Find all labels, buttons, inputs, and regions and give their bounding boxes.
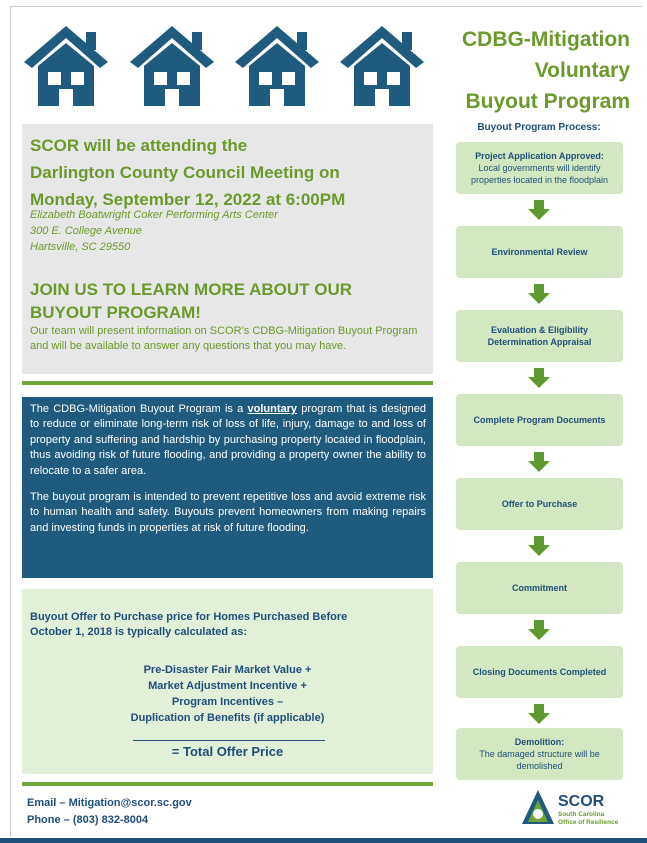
description-paragraph xyxy=(30,402,426,479)
down-arrow-icon xyxy=(528,536,550,556)
down-arrow-icon xyxy=(528,368,550,388)
down-arrow-icon xyxy=(528,704,550,724)
process-step xyxy=(456,646,623,698)
formula-line: Pre-Disaster Fair Market Value + xyxy=(143,664,312,676)
join-line: JOIN US TO LEARN MORE ABOUT OUR xyxy=(30,280,353,299)
process-step xyxy=(456,728,623,780)
footer-rule xyxy=(0,838,647,843)
meeting-description: Our team will present information on SCOR’s CDBG-Mitigation Buyout Program and will be available to answer any questions that you may have. xyxy=(30,325,418,352)
process-step xyxy=(456,562,623,614)
headline-line: Monday, September 12, 2022 at 6:00PM xyxy=(30,190,346,209)
logo-name: SCOR xyxy=(558,793,605,810)
step-title: Offer to Purchase xyxy=(501,499,578,509)
step-title: Complete Program Documents xyxy=(473,415,606,425)
text: The CDBG-Mitigation Buyout Program is a xyxy=(30,403,248,415)
join-heading xyxy=(30,278,425,324)
meeting-address xyxy=(30,207,278,255)
venue-street: 300 E. College Avenue xyxy=(30,225,142,237)
formula-rule xyxy=(133,740,325,741)
voluntary-emphasis: voluntary xyxy=(247,403,298,415)
house-icon xyxy=(336,22,428,108)
step-detail: Local governments will identify properties located in the floodplain xyxy=(470,163,609,185)
house-icon xyxy=(126,22,218,108)
step-title: Commitment xyxy=(511,583,567,593)
step-title: Closing Documents Completed xyxy=(472,667,607,677)
house-icon xyxy=(20,22,112,108)
headline-line: SCOR will be attending the xyxy=(30,136,248,155)
down-arrow-icon xyxy=(528,620,550,640)
program-title xyxy=(440,24,630,117)
description-paragraph: The buyout program is intended to prevent repetitive loss and avoid extreme risk to human health and safety. Buyouts prevent homeowners from making repairs and investing funds in properties at risk of future flooding. xyxy=(30,491,426,534)
process-step xyxy=(456,310,623,362)
step-title: Demolition: xyxy=(514,737,565,747)
formula-line: Duplication of Benefits (if applicable) xyxy=(130,712,325,724)
title-line: Voluntary xyxy=(534,59,630,82)
down-arrow-icon xyxy=(528,452,550,472)
formula-line: Program Incentives – xyxy=(171,696,284,708)
logo-line1: South Carolina xyxy=(558,811,605,818)
page-frame-left xyxy=(10,6,11,836)
offer-formula xyxy=(22,662,433,726)
divider xyxy=(22,381,433,385)
offer-intro xyxy=(30,610,425,640)
text: program that is designed to reduce or eliminate long-term risk of loss of life, injury, damage to and loss of property and suffering and hardship by purchasing property located in floodplain, thus avoiding risk of future flooding, and providing a property owner the ability to relocate to a safer area. xyxy=(30,403,426,477)
headline-line: Darlington County Council Meeting on xyxy=(30,163,340,182)
venue-city: Hartsville, SC 29550 xyxy=(30,241,131,253)
down-arrow-icon xyxy=(528,284,550,304)
page-frame-top xyxy=(10,6,642,7)
step-title: Environmental Review xyxy=(491,247,588,257)
scor-logo xyxy=(520,788,630,830)
venue-name: Elizabeth Boatwright Coker Performing Arts Center xyxy=(30,209,278,221)
title-line: CDBG-Mitigation xyxy=(462,28,630,51)
process-title: Buyout Program Process: xyxy=(477,122,601,133)
process-step xyxy=(456,226,623,278)
process-step xyxy=(456,142,623,194)
step-title: Project Application Approved: xyxy=(475,151,604,161)
step-title: Evaluation & Eligibility Determination Appraisal xyxy=(487,325,592,347)
join-line: BUYOUT PROGRAM! xyxy=(30,303,201,322)
process-step xyxy=(456,478,623,530)
contact-email[interactable]: Email – Mitigation@scor.sc.gov xyxy=(27,797,192,809)
process-step xyxy=(456,394,623,446)
divider xyxy=(22,782,433,786)
step-detail: The damaged structure will be demolished xyxy=(479,749,600,771)
meeting-headline xyxy=(30,132,425,213)
house-icon xyxy=(231,22,323,108)
program-description xyxy=(30,402,426,547)
title-line: Buyout Program xyxy=(465,90,630,113)
total-offer-price: = Total Offer Price xyxy=(171,744,284,759)
offer-intro-line: October 1, 2018 is typically calculated as: xyxy=(30,626,248,638)
offer-intro-line: Buyout Offer to Purchase price for Homes Purchased Before xyxy=(30,611,348,623)
contact-phone[interactable]: Phone – (803) 832-8004 xyxy=(27,814,149,826)
down-arrow-icon xyxy=(528,200,550,220)
contact-info xyxy=(27,795,192,829)
formula-line: Market Adjustment Incentive + xyxy=(148,680,307,692)
logo-line2: Office of Resilience xyxy=(558,819,619,826)
